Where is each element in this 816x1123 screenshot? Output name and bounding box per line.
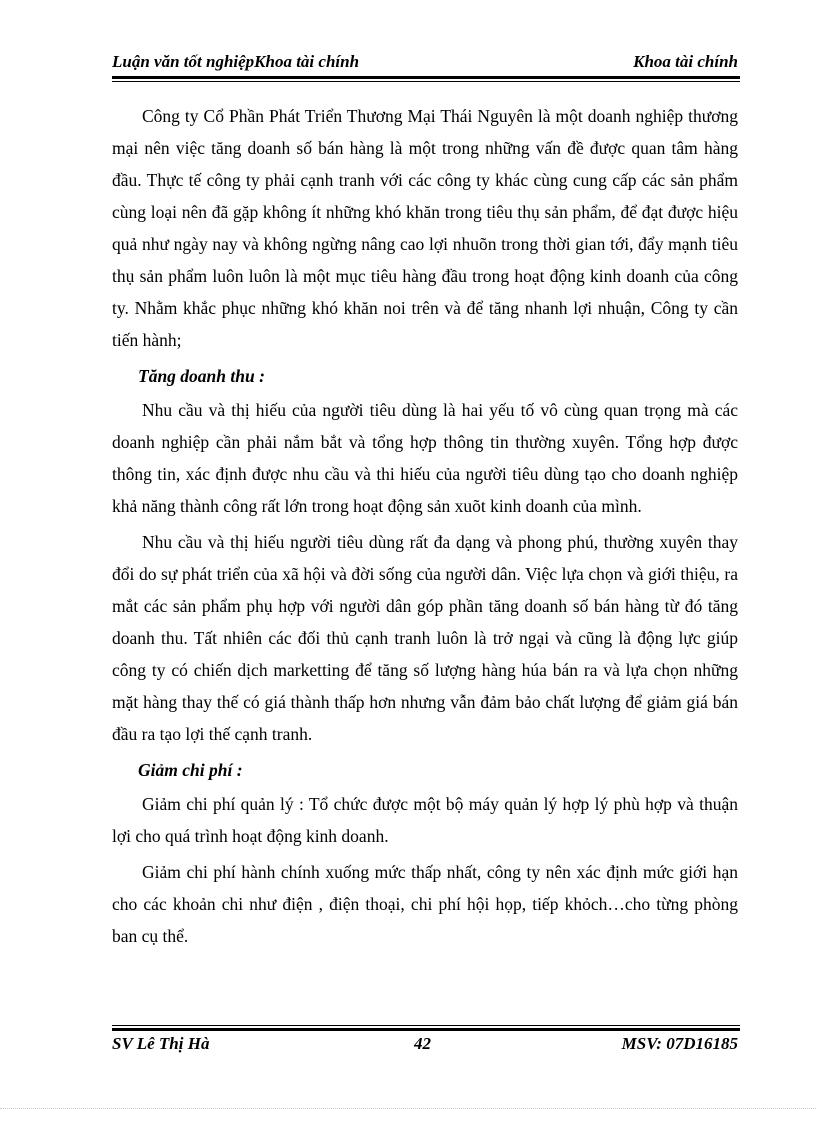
cost-paragraph-1: Giảm chi phí quản lý : Tổ chức được một bộ máy quản lý hợp lý phù hợp và thuận lợi cho quá trình hoạt động kinh doanh. — [112, 794, 738, 846]
footer-divider-thick — [112, 1028, 740, 1031]
page-body — [112, 100, 738, 952]
header-divider-thin — [112, 81, 740, 82]
page-footer — [112, 1034, 740, 1058]
page-header — [112, 50, 740, 76]
footer-divider-thin — [112, 1025, 740, 1026]
section-heading-revenue: Tăng doanh thu : — [138, 366, 265, 386]
header-department: Khoa tài chính — [633, 52, 738, 71]
cost-paragraph-2: Giảm chi phí hành chính xuống mức thấp nhất, công ty nên xác định mức giới hạn cho các khoản chi như điện , điện thoại, chi phí hội họp, tiếp khỏch…cho từng phòng ban cụ thể. — [112, 862, 738, 946]
header-divider-thick — [112, 76, 740, 79]
page-bottom-edge — [0, 1108, 816, 1109]
footer-student-name: SV Lê Thị Hà — [112, 1034, 210, 1053]
page-number: 42 — [414, 1034, 431, 1053]
section-heading-cost: Giảm chi phí : — [138, 760, 243, 780]
revenue-paragraph-1: Nhu cầu và thị hiếu của người tiêu dùng là hai yếu tố vô cùng quan trọng mà các doanh nghiệp cần phải nắm bắt và tổng hợp thông tin thường xuyên. Tổng hợp được thông tin, xác định được nhu cầu và thi hiếu của người tiêu dùng tạo cho doanh nghiệp khả năng thành công rất lớn trong hoạt động sản xuõt kinh doanh của mình. — [112, 400, 738, 516]
footer-student-id: MSV: 07D16185 — [621, 1034, 738, 1053]
header-title: Luận văn tốt nghiệpKhoa tài chính — [112, 52, 360, 71]
revenue-paragraph-2: Nhu cầu và thị hiếu người tiêu dùng rất đa dạng và phong phú, thường xuyên thay đổi do sự phát triển của xã hội và đời sống của người dân. Việc lựa chọn và giới thiệu, ra mắt các sản phẩm phụ hợp với người dân góp phần tăng doanh số bán hàng từ đó tăng doanh thu. Tất nhiên các đối thủ cạnh tranh luôn là trở ngại và cũng là động lực giúp công ty có chiến dịch marketting để tăng số lượng hàng húa bán ra và lựa chọn những mặt hàng thay thế có giá thành thấp hơn nhưng vẫn đảm bảo chất lượng để giảm giá bán đầu ra tạo lợi thế cạnh tranh. — [112, 532, 738, 744]
intro-paragraph: Công ty Cổ Phần Phát Triển Thương Mại Thái Nguyên là một doanh nghiệp thương mại nên việc tăng doanh số bán hàng là một trong những vấn đề được quan tâm hàng đầu. Thực tế công ty phải cạnh tranh với các công ty khác cùng cung cấp các sản phẩm cùng loại nên đã gặp không ít những khó khăn trong tiêu thụ sản phẩm, để đạt được hiệu quả như ngày nay và không ngừng nâng cao lợi nhuõn trong thời gian tới, đẩy mạnh tiêu thụ sản phẩm luôn luôn là một mục tiêu hàng đầu trong hoạt động kinh doanh của công ty. Nhằm khắc phục những khó khăn noi trên và để tăng nhanh lợi nhuận, Công ty cần tiến hành; — [112, 106, 738, 350]
